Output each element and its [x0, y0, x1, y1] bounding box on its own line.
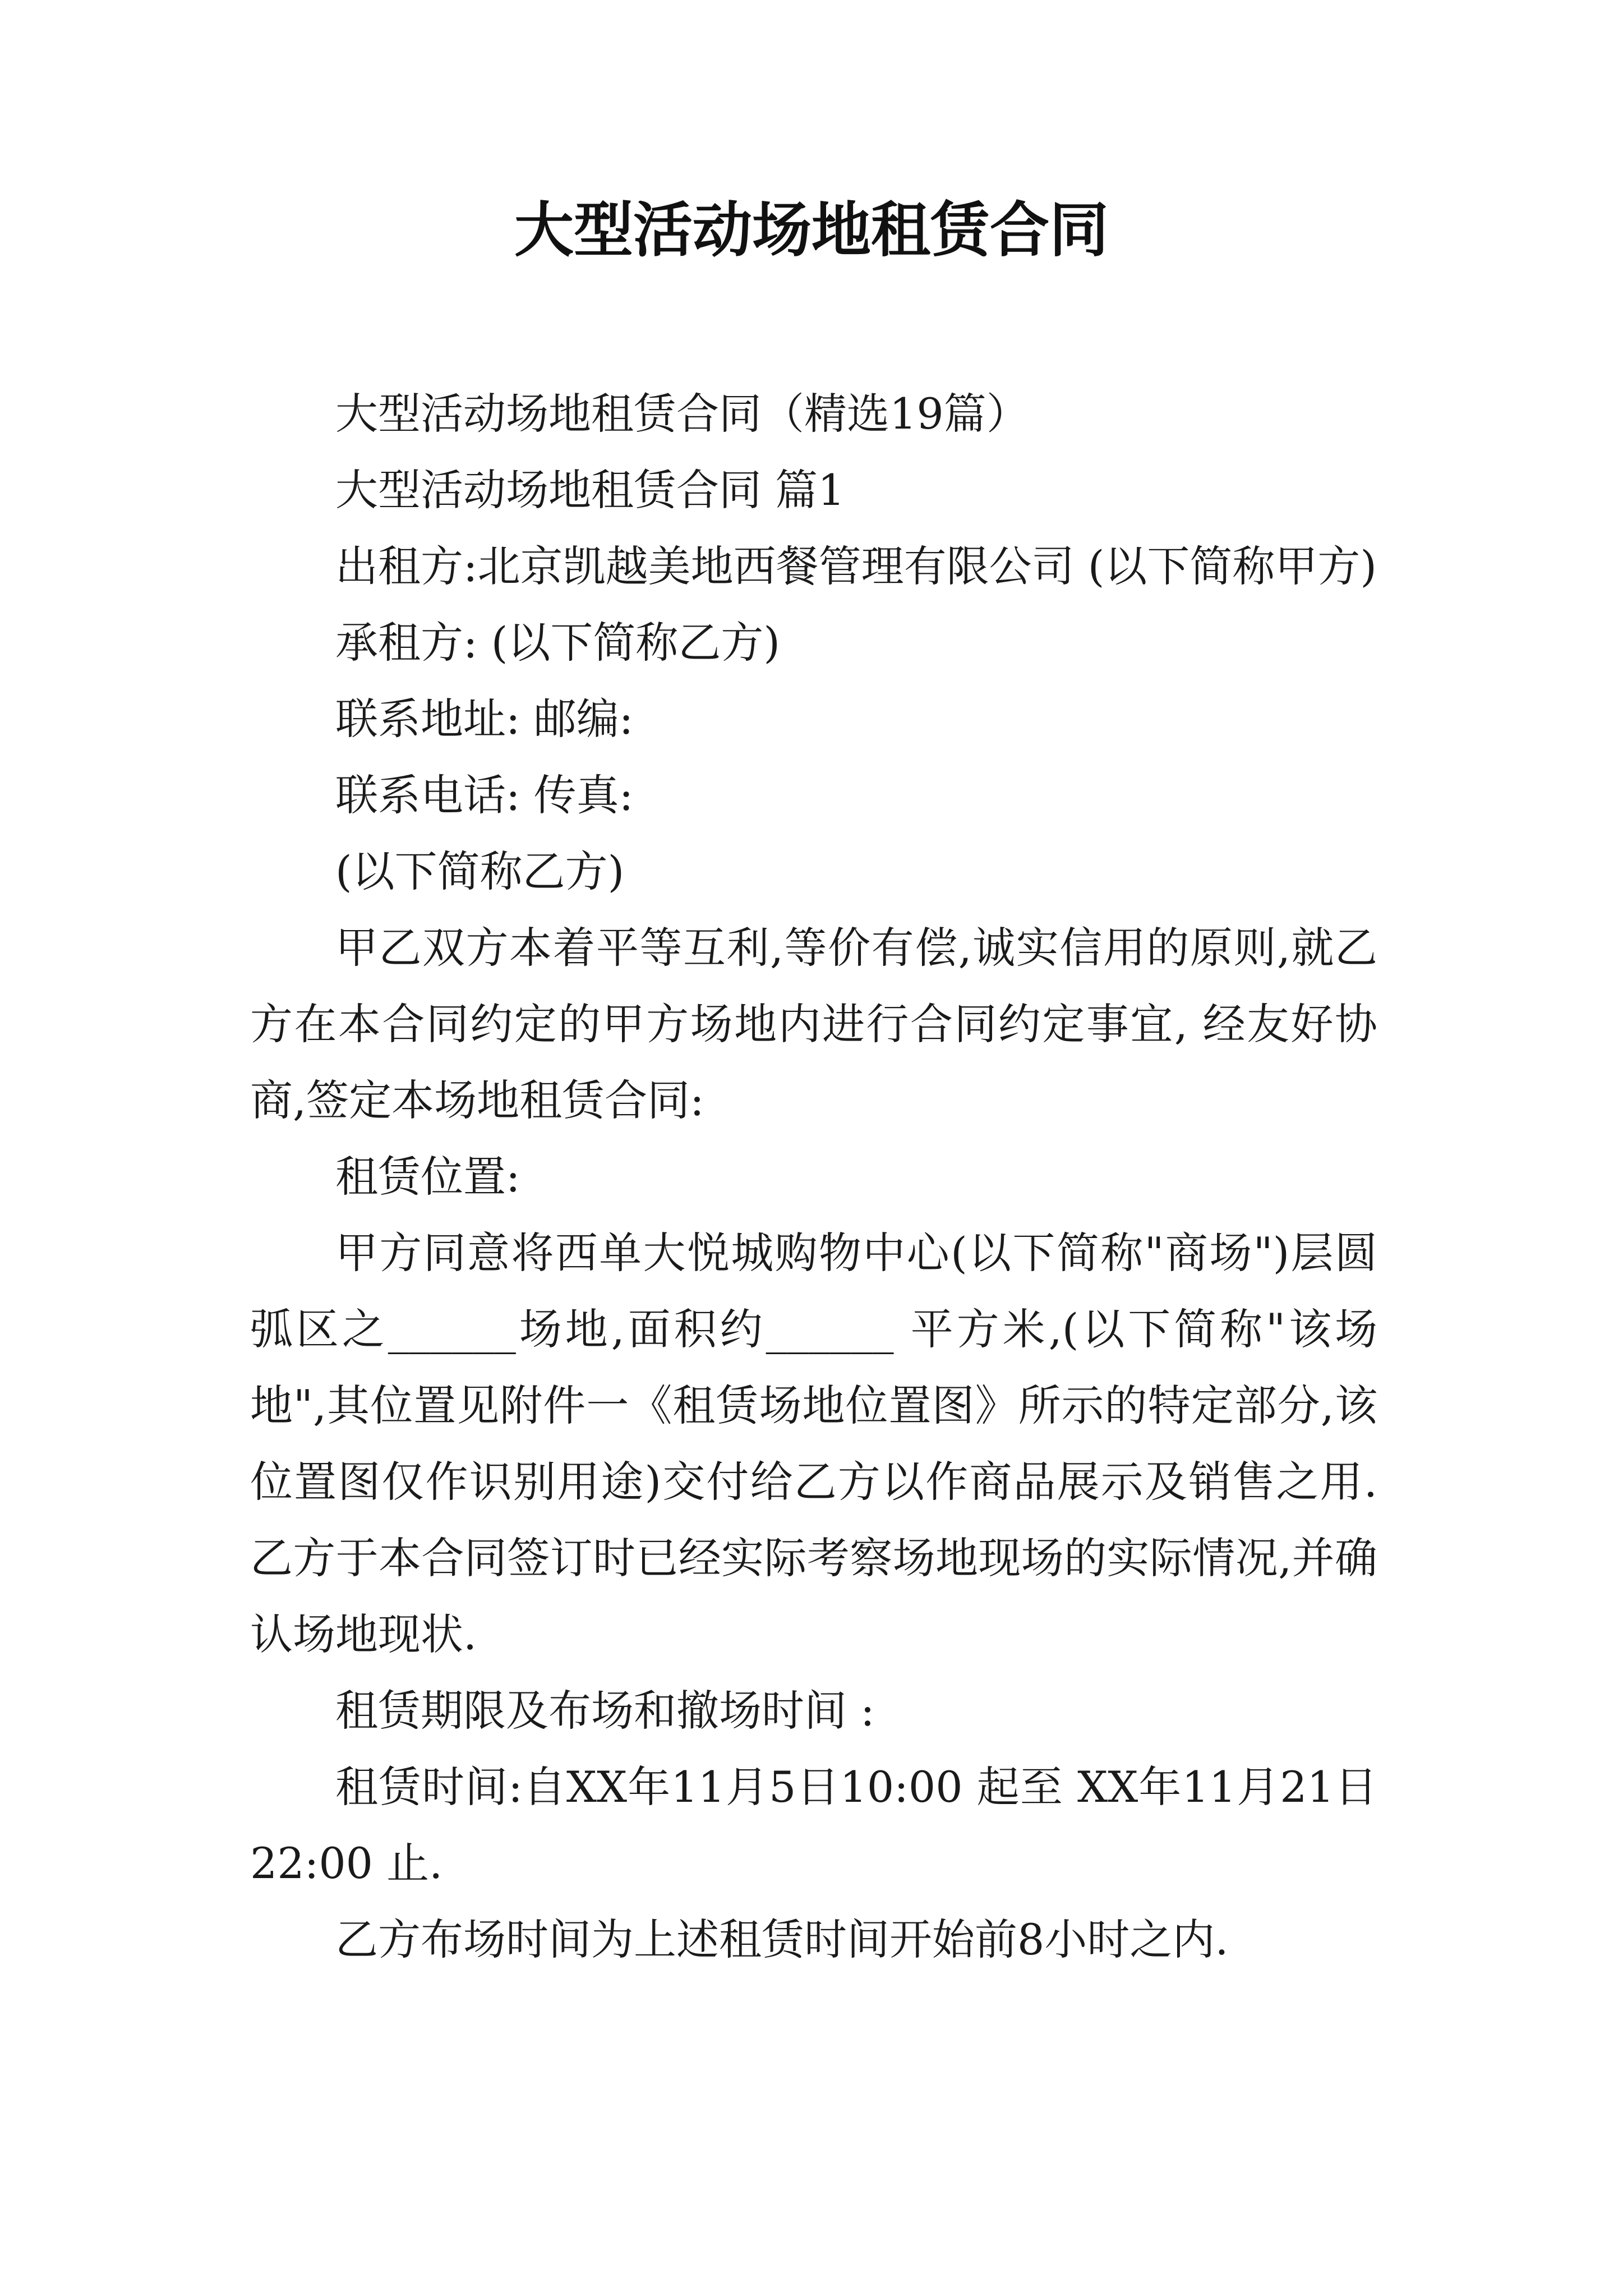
- paragraph-address: 联系地址: 邮编:: [335, 694, 634, 744]
- paragraph-section-heading: 大型活动场地租赁合同 篇1: [335, 465, 845, 515]
- document-title: 大型活动场地租赁合同: [514, 195, 1109, 265]
- paragraph-term-heading: 租赁期限及布场和撤场时间 :: [335, 1686, 875, 1736]
- paragraph-term-detail: 租赁时间:自XX年11月5日10:00 起至 XX年11月21日22:00 止.: [250, 1762, 1377, 1888]
- paragraph-setup-time: 乙方布场时间为上述租赁时间开始前8小时之内.: [335, 1915, 1229, 1964]
- paragraph-subtitle: 大型活动场地租赁合同（精选19篇）: [335, 389, 1029, 439]
- paragraph-lessor: 出租方:北京凯越美地西餐管理有限公司 (以下简称甲方): [335, 541, 1377, 591]
- paragraph-phone: 联系电话: 传真:: [335, 770, 634, 820]
- paragraph-preamble: 甲乙双方本着平等互利,等价有偿,诚实信用的原则,就乙方在本合同约定的甲方场地内进行合同约定事宜, 经友好协商,签定本场地租赁合同:: [250, 923, 1377, 1125]
- paragraph-location-heading: 租赁位置:: [335, 1152, 520, 1202]
- paragraph-abbrev: (以下简称乙方): [335, 846, 625, 896]
- paragraph-lessee: 承租方: (以下简称乙方): [335, 618, 781, 668]
- paragraph-location-detail: 甲方同意将西单大悦城购物中心(以下简称"商场")层圆弧区之______场地,面积约______ 平方米,(以下简称"该场地",其位置见附件一《租赁场地位置图》所示的特定部分,该位置图仅作识别用途)交付给乙方以作商品展示及销售之用.乙方于本合同签订时已经实际考察场地现场的实际情况,并确认场地现状.: [250, 1228, 1377, 1659]
- document-body: [250, 376, 1377, 1978]
